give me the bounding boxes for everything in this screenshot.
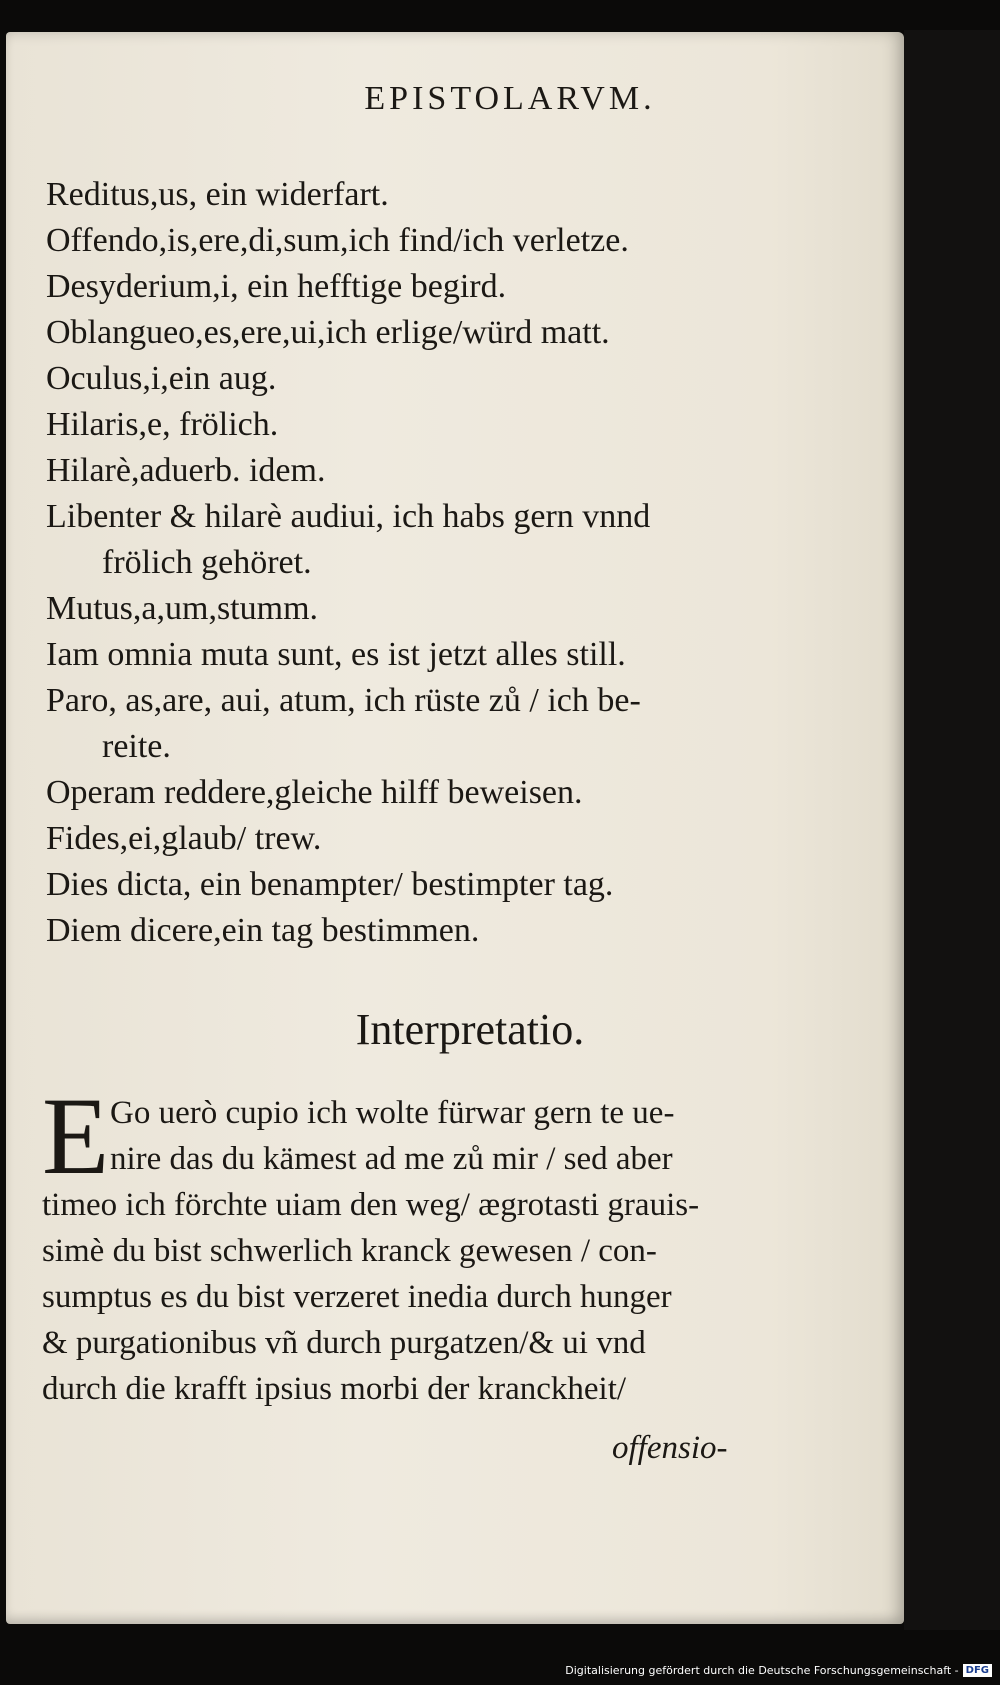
vocab-entry-text: Desyderium,i, ein hefftige begird. bbox=[46, 268, 507, 305]
vocab-entry-text: Offendo,is,ere,di,sum,ich find/ich verletze. bbox=[46, 222, 629, 259]
vocab-entry bbox=[46, 816, 836, 862]
interpretatio-line: Go uerò cupio ich wolte fürwar gern te ue- bbox=[110, 1095, 675, 1131]
catchword: offensio- bbox=[612, 1430, 728, 1466]
vocab-entry bbox=[46, 494, 836, 586]
interpretatio-line: durch die krafft ipsius morbi der kranckheit/ bbox=[42, 1371, 627, 1407]
vocab-entry-text: Operam reddere,gleiche hilff beweisen. bbox=[46, 774, 583, 811]
vocab-entry bbox=[46, 678, 836, 770]
vocab-entry-text: Reditus,us, ein widerfart. bbox=[46, 176, 389, 213]
interpretatio-paragraph bbox=[42, 1075, 822, 1412]
drop-capital: E bbox=[42, 1075, 110, 1197]
vocabulary-list bbox=[46, 172, 836, 954]
vocab-entry bbox=[46, 632, 836, 678]
vocab-entry bbox=[46, 310, 836, 356]
interpretatio-line: sumptus es du bist verzeret inedia durch hunger bbox=[42, 1279, 672, 1315]
book-edge bbox=[904, 30, 1000, 1630]
vocab-entry bbox=[46, 172, 836, 218]
vocab-entry bbox=[46, 908, 836, 954]
vocab-entry bbox=[46, 264, 836, 310]
vocab-entry-text: Hilarè,aduerb. idem. bbox=[46, 452, 326, 489]
running-head: EPISTOLARVM. bbox=[364, 80, 656, 117]
vocab-entry bbox=[46, 448, 836, 494]
dfg-logo: DFG bbox=[963, 1664, 992, 1677]
vocab-entry-continuation: frölich gehöret. bbox=[102, 544, 312, 581]
vocab-entry-text: Libenter & hilarè audiui, ich habs gern vnnd bbox=[46, 498, 651, 535]
book-page bbox=[6, 32, 904, 1624]
vocab-entry bbox=[46, 402, 836, 448]
vocab-entry-text: Dies dicta, ein benampter/ bestimpter tag. bbox=[46, 866, 614, 903]
interpretatio-line: timeo ich förchte uiam den weg/ ægrotasti grauis- bbox=[42, 1187, 700, 1223]
vocab-entry-text: Mutus,a,um,stumm. bbox=[46, 590, 319, 627]
vocab-entry-continuation: reite. bbox=[102, 728, 171, 765]
interpretatio-line: & purgationibus vñ durch purgatzen/& ui vnd bbox=[42, 1325, 646, 1361]
vocab-entry-text: Hilaris,e, frölich. bbox=[46, 406, 279, 443]
interpretatio-line: simè du bist schwerlich kranck gewesen / con- bbox=[42, 1233, 657, 1269]
interpretatio-line: nire das du kämest ad me zů mir / sed aber bbox=[110, 1141, 673, 1177]
vocab-entry bbox=[46, 356, 836, 402]
digitization-credit bbox=[565, 1664, 992, 1677]
vocab-entry-text: Paro, as,are, aui, atum, ich rüste zů / ich be- bbox=[46, 682, 641, 719]
vocab-entry bbox=[46, 218, 836, 264]
vocab-entry bbox=[46, 862, 836, 908]
vocab-entry-text: Diem dicere,ein tag bestimmen. bbox=[46, 912, 480, 949]
section-heading: Interpretatio. bbox=[355, 1005, 585, 1054]
vocab-entry-text: Oculus,i,ein aug. bbox=[46, 360, 277, 397]
vocab-entry bbox=[46, 770, 836, 816]
vocab-entry-text: Oblangueo,es,ere,ui,ich erlige/würd matt. bbox=[46, 314, 610, 351]
vocab-entry-text: Iam omnia muta sunt, es ist jetzt alles still. bbox=[46, 636, 626, 673]
vocab-entry bbox=[46, 586, 836, 632]
digitization-credit-text: Digitalisierung gefördert durch die Deutsche Forschungsgemeinschaft - bbox=[565, 1664, 959, 1677]
vocab-entry-text: Fides,ei,glaub/ trew. bbox=[46, 820, 322, 857]
